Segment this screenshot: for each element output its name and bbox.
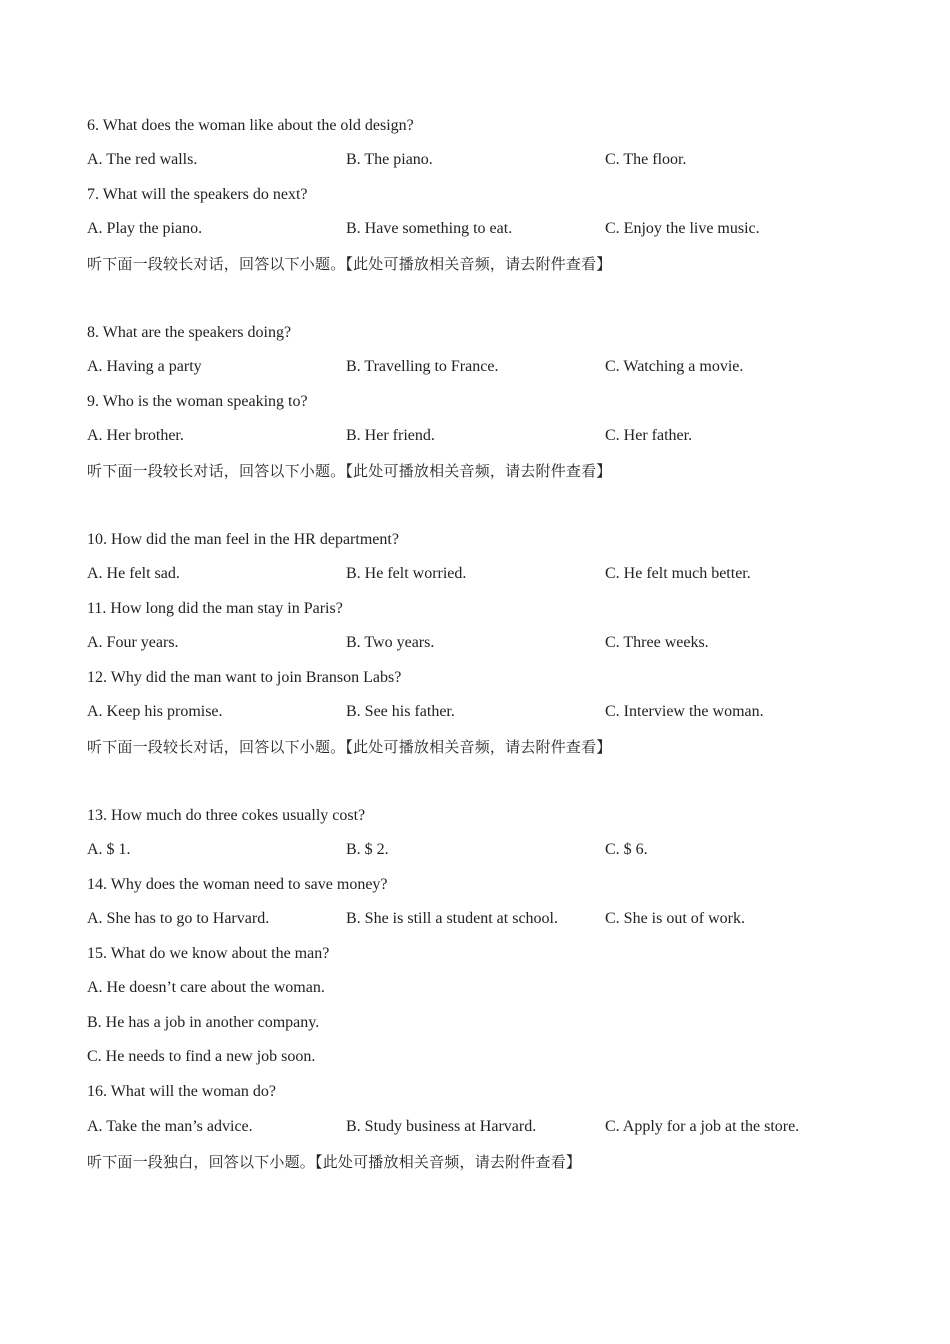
listening-instruction-1: 听下面一段较长对话，回答以下小题。【此处可播放相关音频，请去附件查看】 bbox=[87, 255, 612, 273]
q11-option-b: B. Two years. bbox=[346, 634, 435, 651]
q10-option-c: C. He felt much better. bbox=[605, 565, 751, 582]
q9-option-a: A. Her brother. bbox=[87, 427, 184, 444]
question-12: 12. Why did the man want to join Branson Labs? bbox=[87, 669, 402, 686]
q7-option-a: A. Play the piano. bbox=[87, 220, 203, 237]
q14-option-b: B. She is still a student at school. bbox=[346, 910, 558, 927]
question-15: 15. What do we know about the man? bbox=[87, 945, 330, 962]
q16-option-c: C. Apply for a job at the store. bbox=[605, 1118, 800, 1135]
question-11: 11. How long did the man stay in Paris? bbox=[87, 600, 343, 617]
q11-option-a: A. Four years. bbox=[87, 634, 179, 651]
question-10: 10. How did the man feel in the HR department? bbox=[87, 531, 399, 548]
q10-option-a: A. He felt sad. bbox=[87, 565, 180, 582]
question-9: 9. Who is the woman speaking to? bbox=[87, 393, 308, 410]
q10-option-b: B. He felt worried. bbox=[346, 565, 467, 582]
q9-option-b: B. Her friend. bbox=[346, 427, 435, 444]
q11-option-c: C. Three weeks. bbox=[605, 634, 709, 651]
q7-option-b: B. Have something to eat. bbox=[346, 220, 513, 237]
q16-option-a: A. Take the man’s advice. bbox=[87, 1118, 253, 1135]
question-8: 8. What are the speakers doing? bbox=[87, 324, 292, 341]
q15-option-c: C. He needs to find a new job soon. bbox=[87, 1048, 316, 1065]
q12-option-a: A. Keep his promise. bbox=[87, 703, 223, 720]
q13-option-a: A. $ 1. bbox=[87, 841, 131, 858]
q6-option-c: C. The floor. bbox=[605, 151, 687, 168]
q14-option-c: C. She is out of work. bbox=[605, 910, 745, 927]
listening-instruction-2: 听下面一段较长对话，回答以下小题。【此处可播放相关音频，请去附件查看】 bbox=[87, 462, 612, 480]
q8-option-a: A. Having a party bbox=[87, 358, 202, 375]
q12-option-b: B. See his father. bbox=[346, 703, 455, 720]
q6-option-b: B. The piano. bbox=[346, 151, 433, 168]
q8-option-b: B. Travelling to France. bbox=[346, 358, 499, 375]
q13-option-b: B. $ 2. bbox=[346, 841, 389, 858]
q9-option-c: C. Her father. bbox=[605, 427, 693, 444]
q6-option-a: A. The red walls. bbox=[87, 151, 198, 168]
q15-option-b: B. He has a job in another company. bbox=[87, 1014, 320, 1031]
question-13: 13. How much do three cokes usually cost? bbox=[87, 807, 366, 824]
question-6: 6. What does the woman like about the old design? bbox=[87, 117, 414, 134]
listening-instruction-3: 听下面一段较长对话，回答以下小题。【此处可播放相关音频，请去附件查看】 bbox=[87, 738, 612, 756]
q13-option-c: C. $ 6. bbox=[605, 841, 648, 858]
q8-option-c: C. Watching a movie. bbox=[605, 358, 744, 375]
q14-option-a: A. She has to go to Harvard. bbox=[87, 910, 270, 927]
q15-option-a: A. He doesn’t care about the woman. bbox=[87, 979, 325, 996]
q12-option-c: C. Interview the woman. bbox=[605, 703, 764, 720]
question-14: 14. Why does the woman need to save money? bbox=[87, 876, 388, 893]
question-16: 16. What will the woman do? bbox=[87, 1083, 276, 1100]
q16-option-b: B. Study business at Harvard. bbox=[346, 1118, 537, 1135]
question-7: 7. What will the speakers do next? bbox=[87, 186, 308, 203]
listening-instruction-4: 听下面一段独白，回答以下小题。【此处可播放相关音频，请去附件查看】 bbox=[87, 1153, 582, 1171]
q7-option-c: C. Enjoy the live music. bbox=[605, 220, 760, 237]
